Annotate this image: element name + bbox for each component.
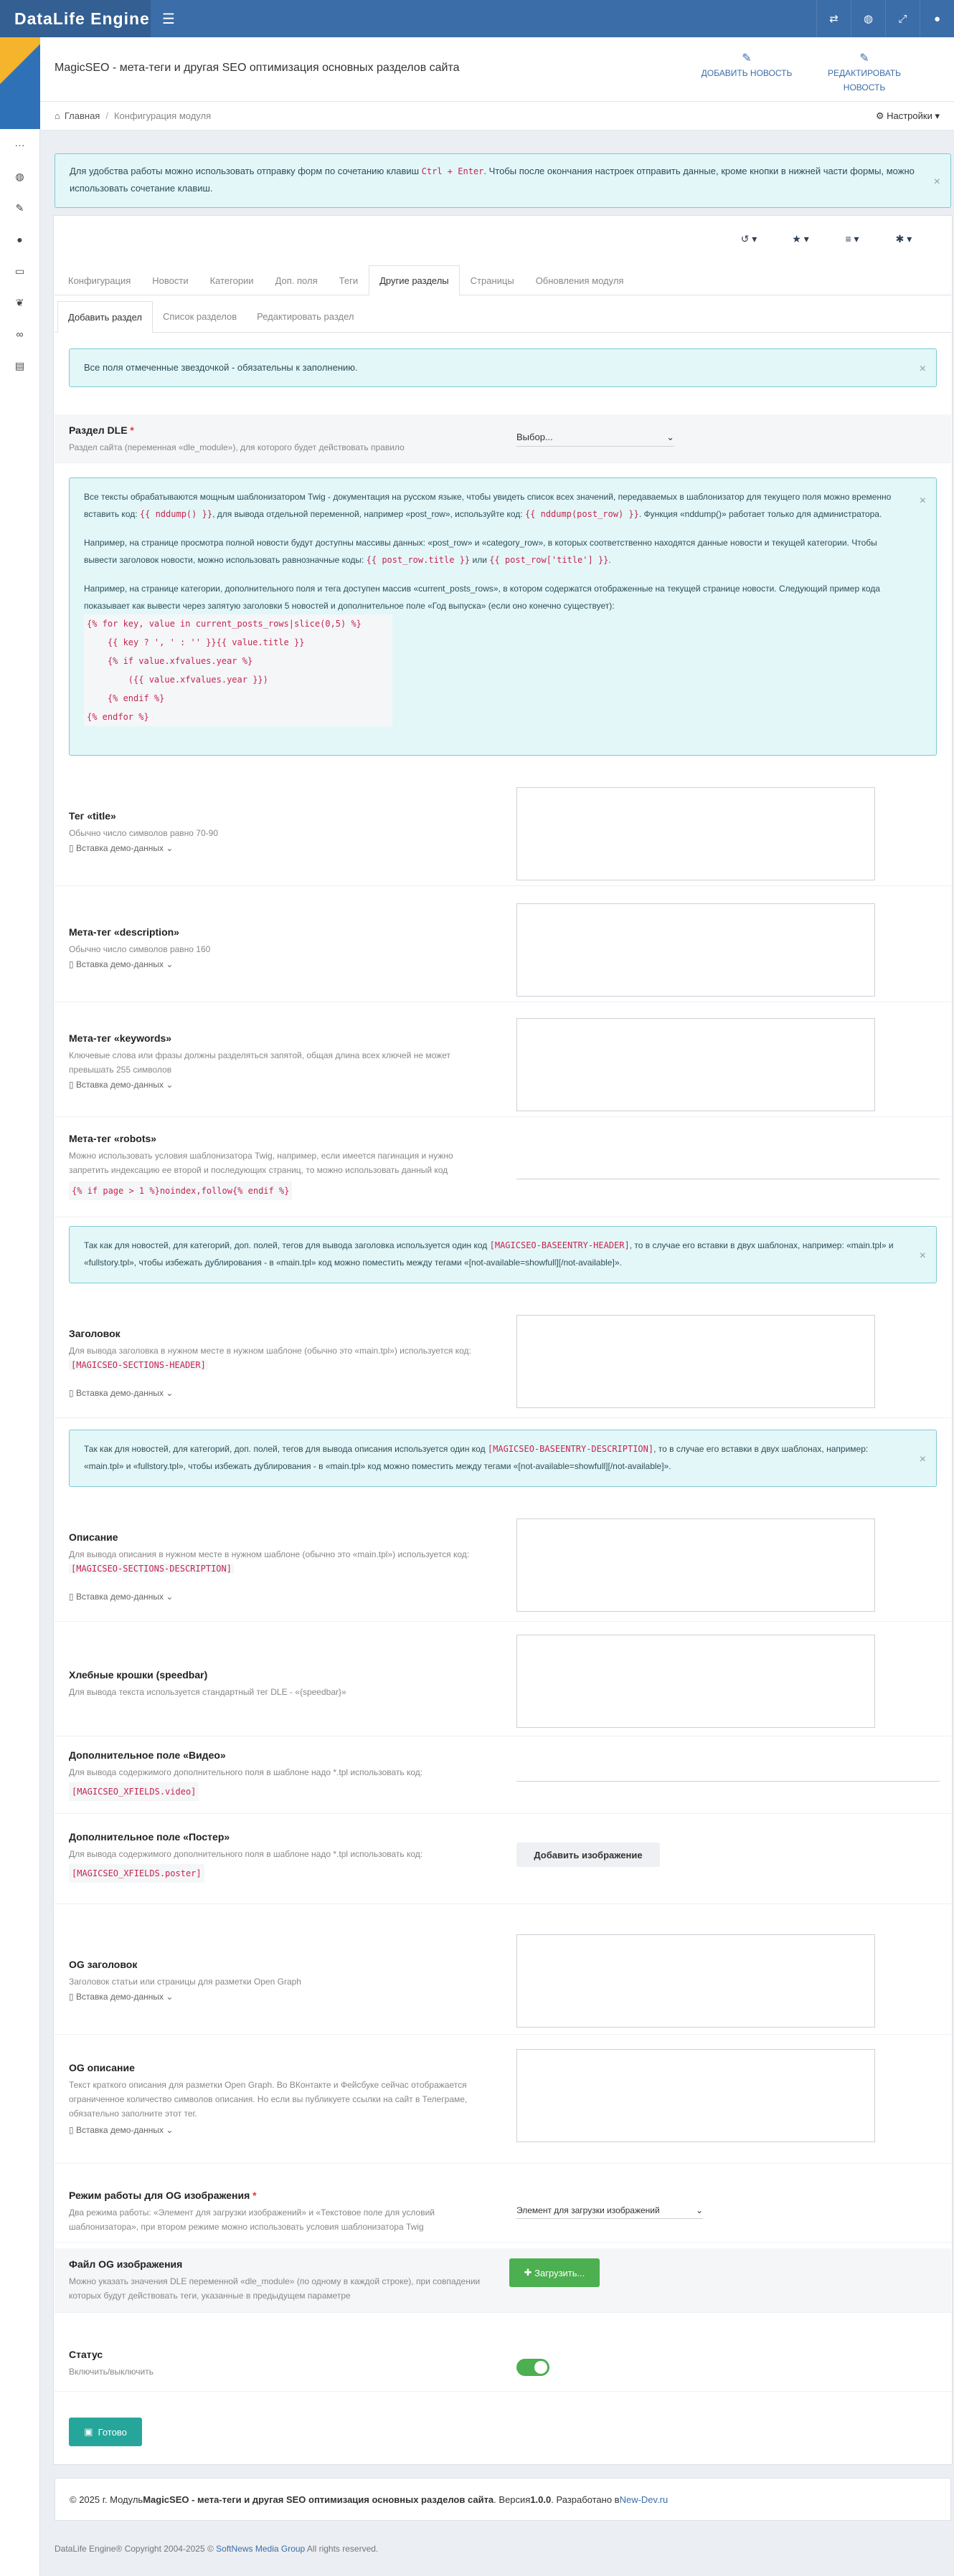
poster-row: [55, 1818, 951, 1904]
robots-code: {% if page > 1 %}noindex,follow{% endif %}: [69, 1182, 292, 1200]
app-logo[interactable]: DataLife Engine: [0, 0, 151, 37]
desc-field-code: [MAGICSEO-SECTIONS-DESCRIPTION]: [69, 1564, 234, 1574]
og-desc-label: OG описание: [69, 2062, 135, 2073]
submit-label: Готово: [98, 2426, 127, 2438]
desc-alert-text2: , то в случае его вставки в двух шаблонах, например: «main.tpl» и «fullstory.tpl», чтобы избежать дублирования - в «main.tpl» код можно поместить между тегами «[not-available=showfull][/not-available]».: [84, 1444, 869, 1471]
section-row: [55, 414, 951, 463]
close-icon[interactable]: ×: [919, 363, 926, 375]
copyright-company-link[interactable]: SoftNews Media Group: [216, 2544, 306, 2554]
required-notice-alert: [69, 348, 937, 387]
heading-code: [MAGICSEO-SECTIONS-HEADER]: [69, 1360, 208, 1370]
twig-paragraph-2: [84, 534, 900, 569]
status-toggle[interactable]: [516, 2359, 549, 2376]
header-code-alert: [69, 1226, 937, 1283]
upload-button-label: Загрузить...: [534, 2267, 585, 2278]
submit-button[interactable]: [69, 2418, 142, 2446]
module-tabs: [55, 265, 951, 295]
user-icon[interactable]: ●: [16, 234, 23, 245]
module-footer: [55, 2478, 951, 2521]
video-label: Дополнительное поле «Видео»: [69, 1749, 226, 1761]
twig-p2-code2: {{ post_row['title'] }}: [489, 555, 609, 565]
desc-field-desc-text: Для вывода описания в нужном месте в нужном шаблоне (обычно это «main.tpl») используется код:: [69, 1549, 470, 1559]
twig-info-alert: [69, 477, 937, 756]
edit-news-label: РЕДАКТИРОВАТЬ НОВОСТЬ: [827, 68, 902, 92]
section-desc: Раздел сайта (переменная «dle_module»), для которого будет действовать правило: [69, 442, 405, 452]
add-news-button[interactable]: [693, 52, 800, 80]
card-icon[interactable]: ▤: [14, 359, 25, 371]
og-mode-select[interactable]: [516, 2205, 703, 2219]
twig-p2-text: Например, на странице просмотра полной новости будут доступны массивы данных: «post_row» и «category_row», в которых соответственно находятся данные новости и текущей категории. Чтобы вывести заголовок новости, можно использовать равнозначные коды:: [84, 538, 877, 565]
demo-data-dropdown[interactable]: ▯ Вставка демо-данных ⌄: [69, 1992, 174, 2002]
globe-icon[interactable]: ◍: [851, 0, 885, 37]
link-icon[interactable]: ∞: [16, 328, 24, 340]
header-alert-text: Так как для новостей, для категорий, доп. полей, тегов для вывода заголовка используется один код: [84, 1240, 490, 1250]
demo-data-label: Вставка демо-данных: [75, 1080, 164, 1090]
robots-desc: Можно использовать условия шаблонизатора Twig, например, если имеется пагинация и нужно запретить индексацию ее второй и последующих страниц, то можно использовать данный код: [69, 1151, 453, 1175]
sidebar: [0, 37, 40, 2576]
twig-p1-code1: {{ nddump() }}: [139, 509, 213, 519]
og-mode-label: [69, 2190, 257, 2201]
demo-data-label: Вставка демо-данных: [75, 1592, 164, 1602]
page-title: MagicSEO - мета-теги и другая SEO оптимизация основных разделов сайта: [55, 62, 460, 74]
required-star: *: [252, 2190, 257, 2201]
description-code-alert: [69, 1430, 937, 1487]
og-mode-value: Элемент для загрузки изображений: [516, 2205, 660, 2215]
og-desc-desc: Текст краткого описания для разметки Open Graph. Во ВКонтакте и Фейсбуке сейчас отображается ограниченное количество символов описания. Но если вы публикуете ссылки на сайт в Телеграме, обязательно заполните этот тег.: [69, 2080, 468, 2119]
code-line: {% for key, value in current_posts_rows|slice(0,5) %}: [87, 619, 362, 629]
tip-text-before: Для удобства работы можно использовать отправку форм по сочетанию клавиш: [70, 166, 422, 176]
close-icon[interactable]: ×: [919, 1250, 926, 1262]
page-header: [40, 37, 954, 102]
laptop-icon[interactable]: ▭: [14, 265, 25, 277]
video-desc: Для вывода содержимого дополнительного поля в шаблоне надо *.tpl использовать код:: [69, 1767, 423, 1777]
heading-desc: [69, 1344, 492, 1372]
list-icon[interactable]: ≡ ▾: [845, 232, 859, 244]
twig-p1-text: Все тексты обрабатываются мощным шаблонизатором Twig - документация на русском языке, чтобы увидеть список всех значений, передаваемых в шаблонизатор для текущего поля можно временно вставить код:: [84, 492, 892, 519]
og-desc-textarea[interactable]: [516, 2049, 875, 2142]
breadcrumb-home[interactable]: Главная: [64, 110, 100, 121]
tab-tags[interactable]: Теги: [339, 275, 359, 286]
heading-row: [55, 1303, 951, 1418]
star-icon[interactable]: ★ ▾: [792, 232, 809, 244]
status-desc: Включить/выключить: [69, 2367, 154, 2377]
heading-textarea[interactable]: [516, 1315, 875, 1408]
og-file-desc: Можно указать значения DLE переменной «dle_module» (по одному в каждой строке), при совпадении которых будут действовать теги, указанные в предыдущем параметре: [69, 2276, 481, 2301]
footer-dev-link[interactable]: New-Dev.ru: [619, 2494, 669, 2505]
code-line: ({{ value.xfvalues.year }}): [87, 675, 268, 685]
code-line: {{ key ? ', ' : '' }}{{ value.title }}: [87, 637, 305, 647]
section-label-text: Раздел DLE: [69, 424, 128, 436]
gear-icon: ⚙: [875, 110, 887, 121]
tab-xfields[interactable]: Доп. поля: [275, 275, 318, 286]
poster-desc: Для вывода содержимого дополнительного поля в шаблоне надо *.tpl использовать код:: [69, 1849, 423, 1859]
robots-row: [55, 1123, 951, 1217]
description-label: Мета-тег «description»: [69, 926, 179, 938]
keywords-label: Мета-тег «keywords»: [69, 1032, 172, 1044]
poster-code: [MAGICSEO_XFIELDS.poster]: [69, 1864, 204, 1883]
og-desc-row: [55, 2040, 951, 2164]
cog-icon[interactable]: ✱ ▾: [895, 232, 912, 244]
demo-data-dropdown[interactable]: ▯ Вставка демо-данных ⌄: [69, 1080, 174, 1090]
desc-field-row: [55, 1507, 951, 1622]
plus-icon: ✚: [524, 2267, 535, 2278]
demo-data-dropdown[interactable]: ▯ Вставка демо-данных ⌄: [69, 1388, 174, 1398]
twig-code-block: [84, 614, 392, 726]
code-line: {% endfor %}: [87, 712, 149, 722]
demo-data-dropdown[interactable]: ▯ Вставка демо-данных ⌄: [69, 843, 174, 853]
add-image-button[interactable]: Добавить изображение: [516, 1843, 660, 1867]
language-icon[interactable]: ⇄: [816, 0, 851, 37]
description-desc: Обычно число символов равно 160: [69, 944, 211, 954]
demo-data-label: Вставка демо-данных: [75, 959, 164, 969]
og-mode-label-text: Режим работы для OG изображения: [69, 2190, 250, 2201]
dots-icon[interactable]: ···: [14, 139, 25, 151]
tab-pages[interactable]: Страницы: [470, 275, 514, 286]
og-mode-row: [55, 2180, 951, 2243]
tab-news[interactable]: Новости: [152, 275, 189, 286]
code-line: {% endif %}: [87, 693, 165, 703]
top-icons: [816, 0, 954, 37]
breadcrumb-separator: /: [105, 110, 108, 121]
twig-p1-text3: . Функция «nddump()» работает только для администратора.: [638, 509, 882, 519]
close-icon[interactable]: ×: [933, 176, 940, 188]
speedbar-label: Хлебные крошки (speedbar): [69, 1669, 208, 1681]
copyright-rights: All rights reserved.: [305, 2544, 379, 2554]
tip-hotkey: Ctrl + Enter: [421, 166, 484, 176]
copyright-text: DataLife Engine® Copyright 2004-2025 ©: [55, 2544, 217, 2554]
robots-label: Мета-тег «robots»: [69, 1133, 157, 1144]
twig-p1-text2: , для вывода отдельной переменной, например «post_row», используйте код:: [212, 509, 525, 519]
keywords-row: [55, 1008, 951, 1117]
desc-alert-code: [MAGICSEO-BASEENTRY-DESCRIPTION]: [487, 1444, 654, 1454]
video-input[interactable]: [516, 1781, 940, 1782]
add-news-icon: ✎: [742, 52, 752, 65]
wrench-icon[interactable]: ✎: [15, 201, 24, 214]
og-file-row: [55, 2248, 951, 2313]
twig-paragraph-1: [84, 488, 900, 523]
user-icon[interactable]: ●: [920, 0, 954, 37]
heading-desc-text: Для вывода заголовка в нужном месте в нужном шаблоне (обычно это «main.tpl») используется код:: [69, 1346, 471, 1356]
desc-alert-text: Так как для новостей, для категорий, доп. полей, тегов для вывода описания используется один код: [84, 1444, 488, 1454]
twig-p1-code2: {{ nddump(post_row) }}: [524, 509, 639, 519]
speedbar-textarea[interactable]: [516, 1635, 875, 1728]
module-toolbar: [727, 227, 925, 251]
title-textarea[interactable]: [516, 787, 875, 880]
tip-text-after: . Чтобы после окончания настроек отправить данные, кроме кнопки в нижней части формы, можно использовать сочетание клавиш.: [70, 166, 915, 194]
header-alert-code: [MAGICSEO-BASEENTRY-HEADER]: [489, 1240, 630, 1250]
og-title-desc: Заголовок статьи или страницы для разметки Open Graph: [69, 1977, 301, 1987]
chevron-down-icon: ⌄: [666, 432, 674, 442]
required-star: *: [130, 424, 134, 436]
toggle-knob: [534, 2361, 547, 2374]
tab-config[interactable]: Конфигурация: [68, 275, 131, 286]
footer-dev-text: . Разработано в: [551, 2494, 620, 2505]
title-label: Тег «title»: [69, 810, 116, 822]
demo-data-dropdown[interactable]: ▯ Вставка демо-данных ⌄: [69, 1592, 174, 1602]
footer-text: © 2025 г. Модуль: [70, 2494, 143, 2505]
leaf-icon[interactable]: ❦: [15, 296, 24, 308]
breadcrumb: [40, 102, 954, 130]
breadcrumb-current: Конфигурация модуля: [113, 110, 212, 121]
og-title-label: OG заголовок: [69, 1959, 138, 1970]
demo-data-dropdown[interactable]: ▯ Вставка демо-данных ⌄: [69, 959, 174, 969]
history-icon[interactable]: ↺ ▾: [740, 232, 757, 244]
footer-version: 1.0.0: [530, 2494, 552, 2505]
menu-icon[interactable]: ☰: [162, 11, 175, 27]
tab-other-sections[interactable]: Другие разделы: [369, 265, 460, 295]
description-textarea[interactable]: [516, 903, 875, 997]
subtab-edit-section[interactable]: Редактировать раздел: [257, 311, 354, 322]
speedbar-desc: Для вывода текста используется стандартный тег DLE - «{speedbar}»: [69, 1687, 346, 1697]
twig-p2-code1: {{ post_row.title }}: [366, 555, 471, 565]
upload-button[interactable]: [509, 2258, 600, 2287]
settings-dropdown[interactable]: ⚙ Настройки ▾: [875, 110, 940, 121]
title-row: [55, 777, 951, 886]
section-select[interactable]: [516, 432, 674, 447]
home-icon: ⌂: [55, 110, 60, 121]
keywords-desc: Ключевые слова или фразы должны разделяться запятой, общая длина всех ключей не может превышать 255 символов: [69, 1050, 450, 1075]
poster-label: Дополнительное поле «Постер»: [69, 1831, 230, 1843]
footer-version-text: . Версия: [493, 2494, 531, 2505]
video-code: [MAGICSEO_XFIELDS.video]: [69, 1782, 199, 1801]
add-news-label: ДОБАВИТЬ НОВОСТЬ: [701, 68, 793, 78]
section-label: [69, 424, 134, 436]
footer-module-name: MagicSEO - мета-теги и другая SEO оптимизация основных разделов сайта: [143, 2494, 494, 2505]
demo-data-label: Вставка демо-данных: [75, 1992, 164, 2002]
expand-icon[interactable]: ⤢: [885, 0, 920, 37]
og-title-textarea[interactable]: [516, 1934, 875, 2028]
desc-field-textarea[interactable]: [516, 1518, 875, 1612]
hotkey-tip-alert: [55, 153, 951, 208]
title-desc: Обычно число символов равно 70-90: [69, 828, 218, 838]
twig-p2-end: .: [608, 555, 611, 565]
tab-categories[interactable]: Категории: [209, 275, 254, 286]
demo-data-label: Вставка демо-данных: [75, 1388, 164, 1398]
top-navbar: [0, 0, 954, 37]
copyright: [55, 2544, 378, 2554]
sidebar-brand-graphic: [0, 37, 40, 129]
subtab-section-list[interactable]: Список разделов: [163, 311, 237, 322]
status-row: [55, 2330, 951, 2392]
close-icon[interactable]: ×: [919, 495, 926, 507]
edit-news-icon: ✎: [859, 52, 869, 65]
twig-p2-or: или: [470, 555, 490, 565]
header-alert-text2: , то в случае его вставки в двух шаблонах, например: «main.tpl» и «fullstory.tpl», чтобы избежать дублирования - в «main.tpl» код можно поместить между тегами «[not-available=showfull][/not-available]».: [84, 1240, 894, 1268]
section-subtabs: [55, 301, 951, 333]
og-mode-desc: Два режима работы: «Элемент для загрузки изображений» и «Текстовое поле для условий шаблонизатора», при втором режиме можно использовать условия шаблонизатора Twig: [69, 2207, 435, 2232]
required-notice-text: Все поля отмеченные звездочкой - обязательны к заполнению.: [84, 362, 358, 373]
save-icon: ▣: [84, 2426, 98, 2437]
twig-paragraph-3: Например, на странице категории, дополнительного поля и тега доступен массив «current_posts_rows», в котором содержатся отображенные на текущей странице новости. Следующий пример кода показывает как вывести через запятую заголовки 5 новостей и дополнительное поле «Год выпуска» (если оно конечно существует):: [84, 584, 880, 611]
status-label: Статус: [69, 2349, 103, 2360]
speedbar-row: [55, 1629, 951, 1736]
section-select-value: Выбор...: [516, 432, 553, 442]
keywords-textarea[interactable]: [516, 1018, 875, 1111]
desc-field-label: Описание: [69, 1531, 118, 1543]
demo-data-dropdown[interactable]: ▯ Вставка демо-данных ⌄: [69, 2125, 174, 2135]
og-title-row: [55, 1926, 951, 2035]
heading-label: Заголовок: [69, 1328, 121, 1339]
globe-icon[interactable]: ◍: [15, 170, 24, 182]
desc-field-desc: [69, 1547, 492, 1576]
settings-label: Настройки: [887, 110, 932, 121]
tab-updates[interactable]: Обновления модуля: [535, 275, 624, 286]
edit-news-button[interactable]: [811, 52, 918, 95]
demo-data-label: Вставка демо-данных: [75, 843, 164, 853]
video-row: [55, 1739, 951, 1814]
og-file-label: Файл OG изображения: [69, 2258, 183, 2270]
subtab-add-section[interactable]: Добавить раздел: [57, 301, 153, 333]
code-line: {% if value.xfvalues.year %}: [87, 656, 253, 666]
chevron-down-icon: ⌄: [695, 2205, 703, 2215]
description-row: [55, 893, 951, 1002]
demo-data-label: Вставка демо-данных: [75, 2125, 164, 2135]
close-icon[interactable]: ×: [919, 1453, 926, 1465]
